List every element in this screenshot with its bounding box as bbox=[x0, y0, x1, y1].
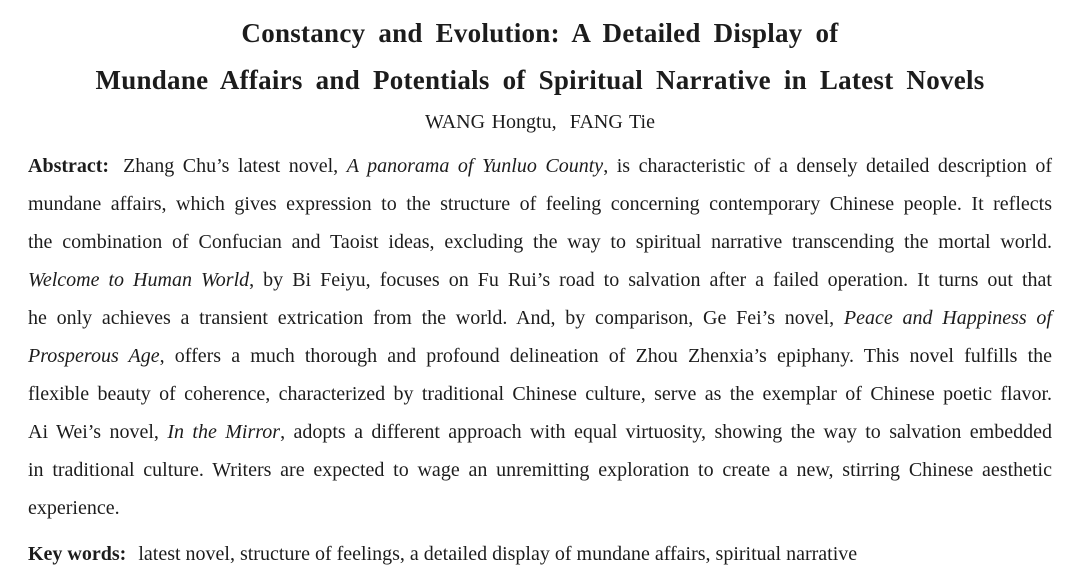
keywords-label: Key words: bbox=[28, 543, 127, 565]
abstract-text: Zhang Chu’s latest novel, A panorama of Yunluo County, is characteristic of a densely detailed description of mundane affairs, which gives expression to the structure of feeling concerning contemporary Chinese people. It reflects the combination of Confucian and Taoist ideas, excluding the way to spiritual narrative transcending the mortal world. Welcome to Human World, by Bi Feiyu, focuses on Fu Rui’s road to salvation after a failed operation. It turns out that he only achieves a transient extrication from the world. And, by comparison, Ge Fei’s novel, Peace and Happiness of Prosperous Age, offers a much thorough and profound delineation of Zhou Zhenxia’s epiphany. This novel fulfills the flexible beauty of coherence, characterized by traditional Chinese culture, serve as the exemplar of Chinese poetic flavor. Ai Wei’s novel, In the Mirror, adopts a different approach with equal virtuosity, showing the way to salvation embedded in traditional culture. Writers are expected to wage an unremitting exploration to create a new, stirring Chinese aesthetic experience. bbox=[28, 155, 1052, 519]
authors-line: WANG Hongtu, FANG Tie bbox=[425, 111, 655, 133]
paper-title-line1: Constancy and Evolution: A Detailed Display of bbox=[241, 18, 839, 48]
keywords-line bbox=[28, 540, 1052, 568]
abstract-paragraph bbox=[28, 147, 1052, 527]
paper-title bbox=[28, 10, 1052, 104]
paper-title-line2: Mundane Affairs and Potentials of Spiritual Narrative in Latest Novels bbox=[95, 65, 985, 95]
abstract-label: Abstract: bbox=[28, 155, 110, 177]
keywords-text: latest novel, structure of feelings, a detailed display of mundane affairs, spiritual narrative bbox=[138, 543, 858, 565]
